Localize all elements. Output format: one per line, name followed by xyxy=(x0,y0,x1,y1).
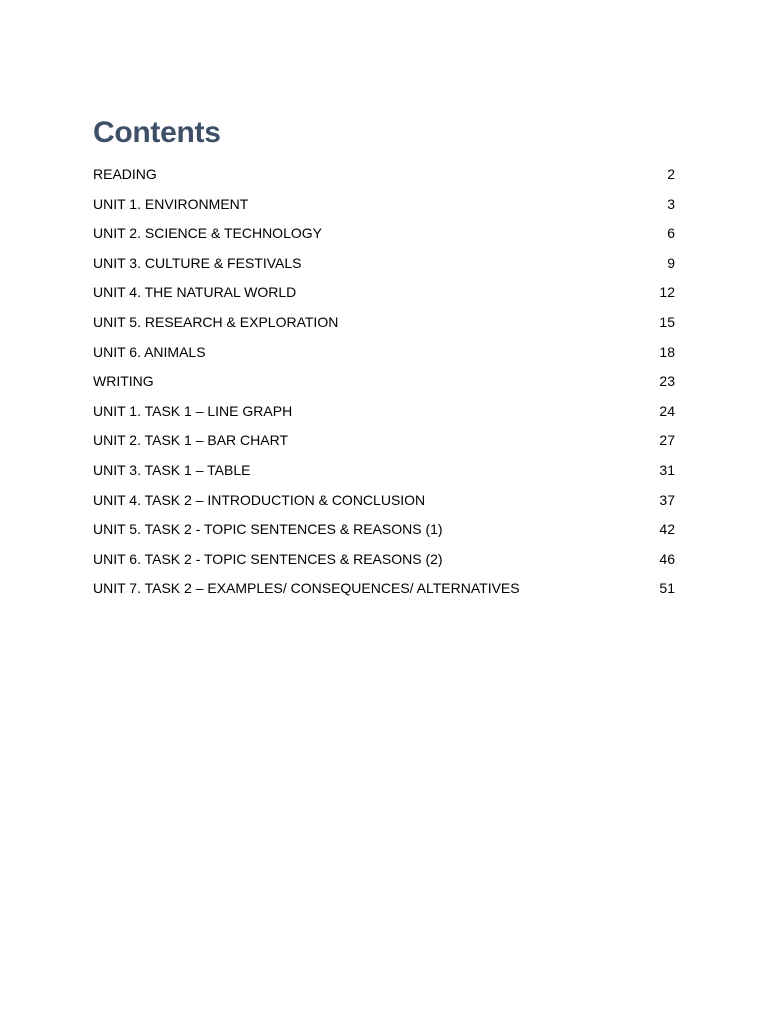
toc-entry-page-number: 2 xyxy=(667,166,675,182)
toc-entry-label: UNIT 4. THE NATURAL WORLD xyxy=(93,284,297,301)
toc-entry-label: READING xyxy=(93,166,157,182)
toc-entry-label: UNIT 3. TASK 1 – TABLE xyxy=(93,461,251,478)
toc-entry-label: UNIT 5. TASK 2 - TOPIC SENTENCES & REASONS (1) xyxy=(93,521,443,538)
toc-entry-page-number: 18 xyxy=(659,343,675,360)
toc-entry[interactable] xyxy=(93,278,675,308)
toc-entry[interactable] xyxy=(93,515,675,545)
toc-entry-page-number: 12 xyxy=(659,284,675,301)
toc-entry-label: UNIT 3. CULTURE & FESTIVALS xyxy=(93,254,302,271)
toc-entry[interactable] xyxy=(93,456,675,486)
toc-entry[interactable] xyxy=(93,160,675,190)
toc-entry-page-number: 24 xyxy=(659,402,675,419)
toc-entry[interactable] xyxy=(93,219,675,249)
toc-entry[interactable] xyxy=(93,190,675,220)
toc-entry-page-number: 6 xyxy=(667,225,675,242)
toc-entry-label: UNIT 5. RESEARCH & EXPLORATION xyxy=(93,313,339,330)
toc-entry-label: UNIT 2. TASK 1 – BAR CHART xyxy=(93,432,289,449)
toc-entry-page-number: 9 xyxy=(667,254,675,271)
toc-entry-page-number: 31 xyxy=(659,461,675,478)
toc-entry-page-number: 15 xyxy=(659,313,675,330)
toc-entry-page-number: 3 xyxy=(667,195,675,212)
toc-entry-page-number: 42 xyxy=(659,521,675,538)
toc-entry-page-number: 51 xyxy=(659,580,675,597)
toc-entry[interactable] xyxy=(93,308,675,338)
toc-entry[interactable] xyxy=(93,545,675,575)
page-title: Contents xyxy=(93,116,221,149)
toc-entry-page-number: 46 xyxy=(659,550,675,567)
table-of-contents xyxy=(93,160,675,604)
toc-entry[interactable] xyxy=(93,486,675,516)
toc-entry-label: UNIT 6. TASK 2 - TOPIC SENTENCES & REASONS (2) xyxy=(93,550,443,567)
toc-entry-label: UNIT 4. TASK 2 – INTRODUCTION & CONCLUSION xyxy=(93,491,426,508)
toc-entry[interactable] xyxy=(93,249,675,279)
toc-entry-label: UNIT 7. TASK 2 – EXAMPLES/ CONSEQUENCES/ ALTERNATIVES xyxy=(93,580,520,597)
toc-entry-page-number: 23 xyxy=(659,373,675,390)
toc-entry-label: WRITING xyxy=(93,373,154,390)
toc-entry[interactable] xyxy=(93,574,675,604)
toc-entry-page-number: 27 xyxy=(659,432,675,449)
toc-entry-page-number: 37 xyxy=(659,491,675,508)
toc-entry[interactable] xyxy=(93,338,675,368)
toc-entry[interactable] xyxy=(93,397,675,427)
toc-entry-label: UNIT 1. TASK 1 – LINE GRAPH xyxy=(93,402,293,419)
toc-entry-label: UNIT 2. SCIENCE & TECHNOLOGY xyxy=(93,225,322,242)
toc-entry-label: UNIT 6. ANIMALS xyxy=(93,343,206,360)
toc-entry[interactable] xyxy=(93,367,675,397)
toc-entry[interactable] xyxy=(93,426,675,456)
toc-entry-label: UNIT 1. ENVIRONMENT xyxy=(93,195,249,212)
